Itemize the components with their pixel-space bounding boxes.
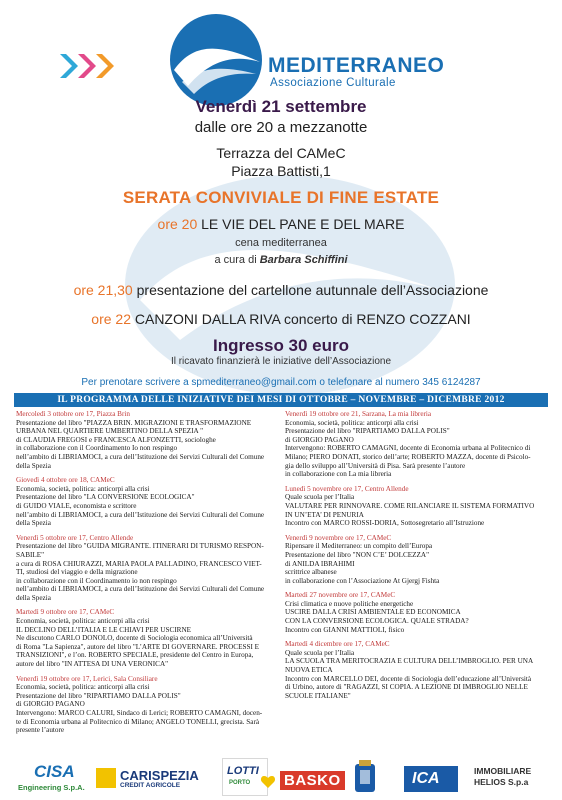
helios-logo: [474, 766, 554, 796]
municipal-crest-icon: [352, 758, 378, 796]
entry-text: Crisi climatica e nuove politiche energetiche USCIRE DALLA CRISI AMBIENTALE ED ECONOMICA CON LA CONVERSIONE ECOLOGICA. QUALE STRADA? Incontro con GIANNI MATTIOLI, fisico: [285, 599, 469, 634]
programme-entry: [285, 534, 549, 586]
program-time: ore 20: [157, 216, 198, 232]
entry-text: Presentazione del libro "GUIDA MIGRANTE. ITINERARI DI TURISMO RESPON- SABILE" a cura di ROSA CHIURAZZI, MARIA PAOLA PALLADINO, FRANCESCO VIET- TI, studiosi del viaggio e della migrazione in collaborazione con il Coordinamento io non respingo nell’ambito di LIBRIAMOCI, a cura dell’Istituzione dei Servizi Culturali del Comune della Spezia: [16, 542, 265, 602]
event-date: Venerdì 21 settembre: [195, 97, 367, 116]
entry-text: Economia, società, politica: anticorpi alla crisi IL DECLINO DELL’ITALIA E LE CHIAVI PER USCIRNE Ne discutono CARLO DONOLO, docente di Sociologia economica all’Università di Roma "La Sapienza", autore del libro "L’ARTE DI GOVERNARE. PROCESSI E TRANSIZIONI", e l’on. ROBERTO SPECIALE, presidente del Centro in Europa, autore del libro "IN ATTESA DI UNA VERONICA": [16, 617, 260, 669]
lotti-subtitle: PORTO: [229, 780, 251, 786]
programme-banner: IL PROGRAMMA DELLE INIZIATIVE DEI MESI DI OTTOBRE – NOVEMBRE – DICEMBRE 2012: [14, 393, 548, 407]
event-title: SERATA CONVIVIALE DI FINE ESTATE: [122, 188, 440, 207]
curator-name: Barbara Schiffini: [259, 254, 348, 266]
entry-heading: Giovedì 4 ottobre ore 18, CAMeC: [16, 476, 115, 485]
helios-line-2: HELIOS S.p.a: [474, 777, 529, 787]
programme-entry: [285, 591, 549, 634]
entry-heading: Venerdì 19 ottobre ore 17, Lerici, Sala Consiliare: [16, 674, 158, 683]
carispezia-logo: [96, 768, 214, 794]
entry-text: Ripensare il Mediterraneo: un compito dell’Europa Presentazione del libro "NON C’E’ DOLCEZZA" di ANILDA IBRAHIMI scrittrice albanese in collaborazione con l’Associazione At Gjergj Fishta: [285, 542, 440, 585]
programme-entry: [16, 675, 284, 735]
programme-entry: [285, 640, 549, 700]
price-note: Il ricavato finanzierà le iniziative dell’Associazione: [170, 356, 392, 367]
cisa-logo: [18, 762, 88, 796]
helios-line-1: IMMOBILIARE: [474, 766, 532, 776]
entry-text: Economia, società, politica: anticorpi alla crisi Presentazione del libro "LA CONVERSIONE ECOLOGICA" di GUIDO VIALE, economista e scrittore nell’ambito di LIBRIAMOCI, a cura dell’Istituzione dei Servizi Culturali del Comune della Spezia: [16, 484, 265, 528]
program-text: CANZONI DALLA RIVA concerto di RENZO COZZANI: [134, 311, 471, 327]
program-text: LE VIE DEL PANE E DEL MARE: [201, 216, 405, 232]
entry-heading: Martedì 4 dicembre ore 17, CAMeC: [285, 640, 390, 649]
program-time: ore 21,30: [73, 282, 133, 298]
entry-heading: Martedì 27 novembre ore 17, CAMeC: [285, 591, 396, 600]
mediterraneo-logo-icon: [168, 12, 264, 108]
brand-name: MEDITERRANEO: [268, 54, 445, 77]
carispezia-mark-icon: [96, 768, 116, 788]
entry-heading: Mercoledì 3 ottobre ore 17, Piazza Brin: [16, 410, 130, 418]
ica-name: ICA: [412, 770, 440, 787]
lotti-name: LOTTI: [227, 765, 259, 777]
ticket-price: Ingresso 30 euro: [212, 336, 350, 355]
programme-column-right: [285, 410, 549, 706]
curator-prefix: a cura di: [214, 254, 257, 266]
basko-name: BASKO: [280, 771, 345, 790]
carispezia-subtitle: CREDIT AGRICOLE: [120, 782, 181, 789]
entry-text: Economia, società, politica: anticorpi alla crisi Presentazione del libro "RIPARTIAMO DALLA POLIS" di GIORGIO PAGANO Intervengono: MARCO CALURI, Sindaco di Lerici; ROBERTO CAMAGNI, docen- te di Economia urbana al Politecnico di Milano; ANGELO TONELLI, grecista. Sarà presente l’autore: [16, 683, 263, 735]
carispezia-name: CARISPEZIA: [120, 768, 199, 783]
program-item: [0, 216, 562, 232]
colored-arrows-icon: [58, 46, 128, 86]
booking-contact: Per prenotare scrivere a spmediterraneo@gmail.com o telefonare al numero 345 6124287: [81, 377, 481, 388]
program-subtitle: cena mediterranea: [235, 237, 327, 249]
brand-subtitle: Associazione Culturale: [270, 77, 396, 89]
entry-heading: Martedì 9 ottobre ore 17, CAMeC: [16, 608, 115, 617]
entry-heading: Venerdì 5 ottobre ore 17, Centro Allende: [16, 533, 134, 542]
event-address: Piazza Battisti,1: [231, 163, 331, 179]
entry-heading: Venerdì 9 novembre ore 17, CAMeC: [285, 533, 392, 542]
event-time: dalle ore 20 a mezzanotte: [194, 119, 368, 136]
entry-text: Quale scuola per l’Italia LA SCUOLA TRA MERITOCRAZIA E CULTURA DELL’IMBROGLIO. PER UNA NUOVA ETICA Incontro con MARCELLO DEI, docente di Sociologia dell’educazione all’Università di Urbino, autore di "RAGAZZI, SI COPIA. A LEZIONE DI IMBROGLIO NELLE SCUOLE ITALIANE": [285, 648, 534, 700]
programme-entry: [16, 410, 284, 470]
event-place: Terrazza del CAMeC: [216, 145, 346, 161]
programme-entry: [285, 410, 549, 479]
programme-entry: [16, 534, 284, 603]
program-item: [0, 282, 562, 298]
ica-logo: [404, 766, 458, 792]
entry-text: Quale scuola per l’Italia VALUTARE PER RINNOVARE. COME RILANCIARE IL SISTEMA FORMATIVO IN UN’ETA’ DI PENURIA Incontro con MARCO ROSSI-DORIA, Sottosegretario all’Istruzione: [285, 493, 535, 528]
programme-entry: [285, 485, 549, 528]
cisa-subtitle: Engineering S.p.A.: [18, 783, 85, 792]
program-curator: [0, 254, 562, 266]
program-text: presentazione del cartellone autunnale dell’Associazione: [136, 282, 489, 298]
entry-text: Presentazione del libro "PIAZZA BRIN. MIGRAZIONI E TRASFORMAZIONE URBANA NEL QUARTIERE UMBERTINO DELLA SPEZIA " di CLAUDIA FREGOSI e FRANCESCA ALFONZETTI, sociologhe in collaborazione con il Coordinamento Io non respingo nell’ambito di LIBRIAMOCI, a cura dell’Istituzione dei Servizi Culturali del Comune della Spezia: [16, 418, 265, 470]
programme-column-left: [16, 410, 284, 741]
program-item: [0, 311, 562, 327]
sponsor-logos: [0, 758, 562, 798]
entry-heading: Lunedì 5 novembre ore 17, Centro Allende: [285, 484, 409, 493]
program-time: ore 22: [91, 311, 131, 327]
programme-entry: [16, 608, 284, 668]
basko-logo: [256, 768, 341, 794]
programme-entry: [16, 476, 284, 528]
cisa-name: CISA: [34, 762, 75, 781]
entry-text: Economia, società, politica: anticorpi alla crisi Presentazione del libro "RIPARTIAMO DALLA POLIS" di GIORGIO PAGANO Intervengono: ROBERTO CAMAGNI, docente di Economia urbana al Politecnico di Milano; PIERO DONATI, storico dell’arte; ROBERTO MAZZA, docente di Psicolo- gia dello sviluppo all’Università di Pisa. Sarà presente l’autore in collaborazione con La mia libreria: [285, 418, 531, 479]
heart-icon: [260, 774, 276, 790]
entry-heading: Venerdì 19 ottobre ore 21, Sarzana, La mia libreria: [285, 410, 432, 418]
